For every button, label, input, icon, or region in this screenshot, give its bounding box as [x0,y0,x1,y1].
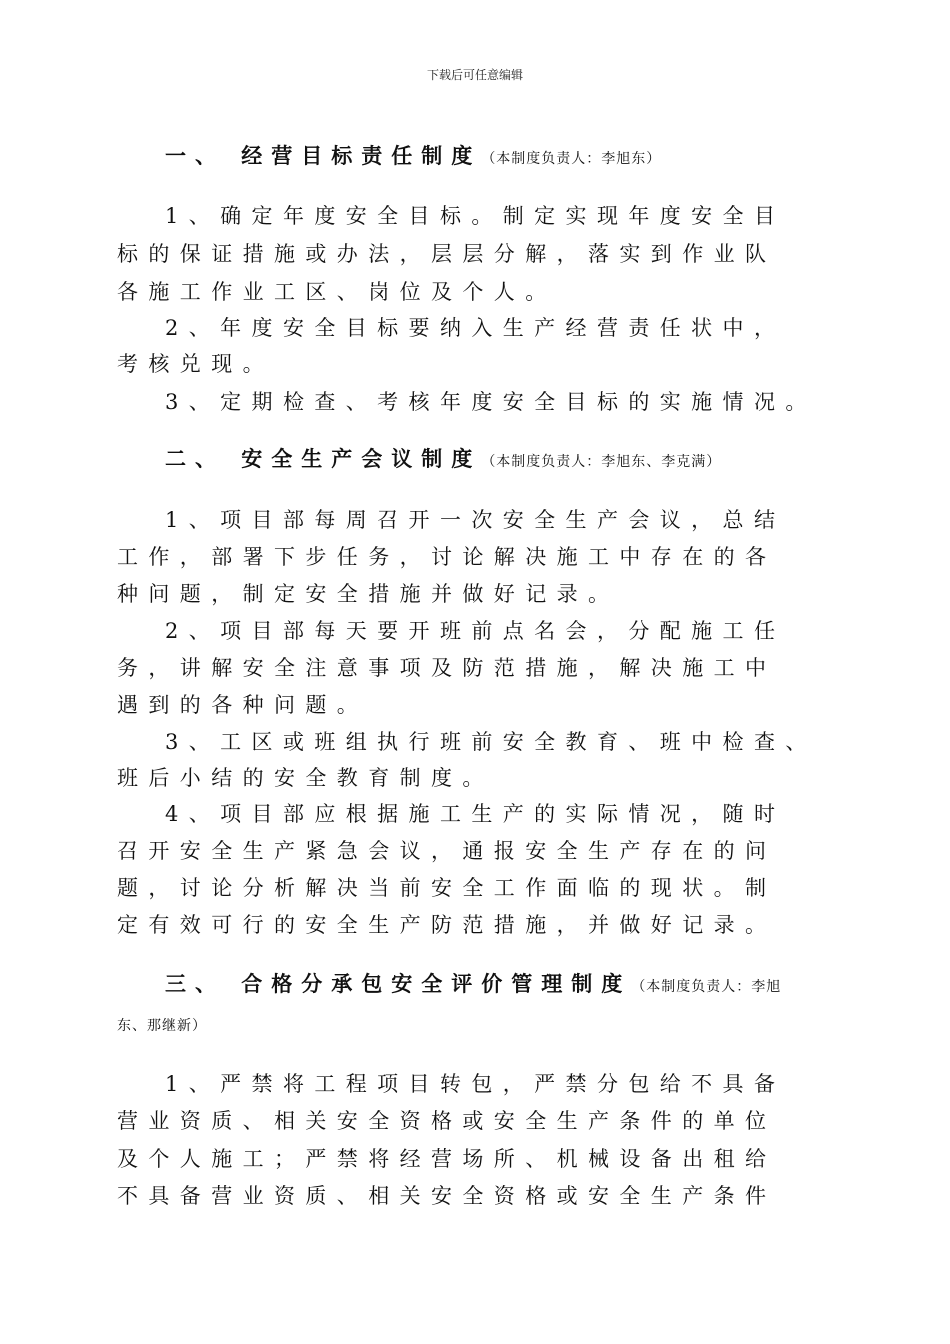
paragraph-line: 及个人施工；严禁将经营场所、机械设备出租给 [117,1147,777,1171]
paragraph-line: 定有效可行的安全生产防范措施，并做好记录。 [117,913,777,937]
section-title: 三、 合格分承包安全评价管理制度 [165,971,632,996]
paragraph-line: 工作，部署下步任务，讨论解决施工中存在的各 [117,545,777,569]
paragraph-line: 标的保证措施或办法，层层分解，落实到作业队 [117,242,777,266]
section-heading-1 [165,142,661,173]
paragraph-line: 遇到的各种问题。 [117,693,369,717]
paragraph-line: 不具备营业资质、相关安全资格或安全生产条件 [117,1184,777,1208]
paragraph-line: 召开安全生产紧急会议，通报安全生产存在的问 [117,839,777,863]
paragraph-line: 1、确定年度安全目标。制定实现年度安全目 [165,204,786,228]
paragraph-line: 1、严禁将工程项目转包，严禁分包给不具备 [165,1072,786,1096]
paragraph-line: 3、工区或班组执行班前安全教育、班中检查、 [165,730,817,754]
section-heading-3 [165,970,781,1001]
paragraph-line: 4、项目部应根据施工生产的实际情况，随时 [165,802,786,826]
section-heading-2 [165,445,721,476]
paragraph-line: 各施工作业工区、岗位及个人。 [117,280,557,304]
section-title: 二、 安全生产会议制度 [165,446,482,471]
header-note: 下载后可任意编辑 [426,68,523,82]
paragraph-line: 2、项目部每天要开班前点名会，分配施工任 [165,619,786,643]
paragraph-line: 3、定期检查、考核年度安全目标的实施情况。 [165,390,817,414]
section-note-continued: 东、那继新） [117,1018,207,1034]
paragraph-line: 1、项目部每周召开一次安全生产会议，总结 [165,508,786,532]
paragraph-line: 考核兑现。 [117,352,274,376]
paragraph-line: 2、年度安全目标要纳入生产经营责任状中， [165,316,786,340]
section-title: 一、 经营目标责任制度 [165,143,482,168]
paragraph-line: 题，讨论分析解决当前安全工作面临的现状。制 [117,876,777,900]
paragraph-line: 务，讲解安全注意事项及防范措施，解决施工中 [117,656,777,680]
paragraph-line: 班后小结的安全教育制度。 [117,766,494,790]
section-note: （本制度负责人：李旭东、李克满） [481,454,722,470]
paragraph-line: 营业资质、相关安全资格或安全生产条件的单位 [117,1109,777,1133]
section-note: （本制度负责人：李旭 [631,979,782,995]
paragraph-line: 种问题，制定安全措施并做好记录。 [117,582,620,606]
section-note: （本制度负责人：李旭东） [481,151,662,167]
